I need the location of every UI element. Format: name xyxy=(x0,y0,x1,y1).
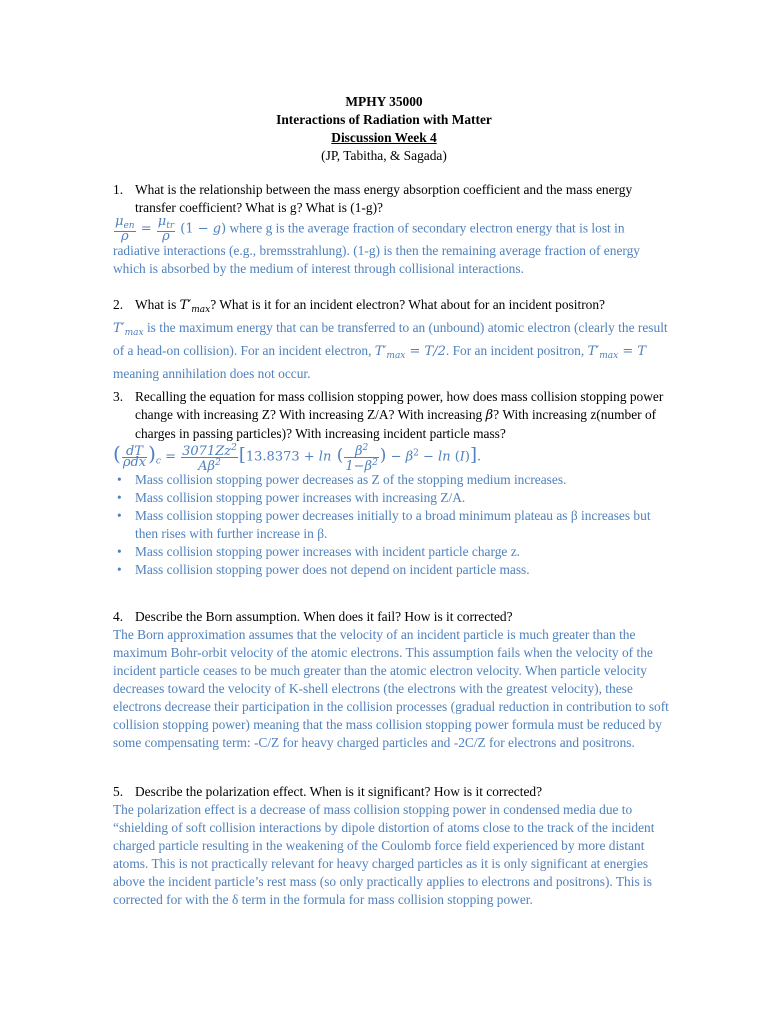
question-1-text: What is the relationship between the mass energy absorption coefficient and the mass energy transfer coefficient? What is g? What is (1-g)? xyxy=(135,182,633,215)
question-5-text: Describe the polarization effect. When is it significant? How is it corrected? xyxy=(135,784,543,799)
course-title: Interactions of Radiation with Matter xyxy=(276,112,492,127)
answer-1-text: where g is the average fraction of secondary electron energy that is lost in radiative interactions (e.g., bremsstrahlung). (1-g) is then the remaining average fraction of energy which is absorbed by the medium of interest through collisional interactions. xyxy=(113,220,640,276)
question-2-text-a: What is xyxy=(135,297,180,312)
question-3-number: 3. xyxy=(113,389,124,404)
question-3: 3. Recalling the equation for mass collision stopping power, how does mass collision stopping power change with increasing Z? With increasing Z/A? With increasing β? With increasing z(number of charges in passing particles)? With increasing incident particle mass? ( $\frac{dT}{\text{ρdx}}$ )$_c$ = $\frac{3071Zz^2}{A\beta^2}$ [13.8373 + ln ( $\frac{\beta^2}{1-\beta^2}$ ) − $\beta^2 - \ln (I)$]. • Mass collision stopping power decreases as Z of the stopping medium increases. • Mass collision stopping power increases with increasing Z/A. • Mass collision stopping power decreases initially to a broad minimum plateau as β increases but then rises with further increase in β. • Mass collision stopping power increases with incident particle charge z. • Mass collision stopping power does not depend on incident particle mass. xyxy=(113,388,673,579)
question-3-text-a: Recalling the equation for mass collision stopping power, how does mass collision stopping power change with increasing Z? With increasing Z/A? With increasing xyxy=(135,389,664,422)
question-5 xyxy=(113,783,673,909)
answer-2: $T'_{max}$ is the maximum energy that can be transferred to an (unbound) atomic electron (clearly the result of a head-on collision). For an incident electron, $T'_{max} = T/2$. For an incident positron, $T'_{max} = T$ meaning annihilation does not occur. xyxy=(113,320,668,381)
mu-en-over-rho: $\frac{\mu_{en}}{\rho}$ xyxy=(115,214,135,244)
question-5-number: 5. xyxy=(113,784,124,799)
answer-4: The Born approximation assumes that the velocity of an incident particle is much greater than the maximum Bohr-orbit velocity of the atomic electrons. This assumption fails when the velocity of the incident particle ceases to be much greater than the atomic electron velocity. When particle velocity decreases toward the velocity of K-shell electrons (the electrons with the greatest velocity), these electrons decrease their participation in the collision processes (gradual reduction in contribution to soft collision stopping power) meaning that the mass collision stopping power formula must be reduced by some compensating term: -C/Z for heavy charged particles and -2C/Z for electrons and positrons. xyxy=(113,627,669,750)
answer-5: The polarization effect is a decrease of mass collision stopping power in condensed media due to “shielding of soft collision interactions by dipole distortion of atoms close to the track of the incident charged particle resulting in the weakening of the Coulomb force field experienced by more distant atoms. This is not practically relevant for heavy charged particles as it is only significant at energies above the incident particle’s rest mass (so only practically applies to electrons and positrons). This is corrected for with the δ term in the formula for mass collision stopping power. xyxy=(113,802,655,907)
bullet-1: • Mass collision stopping power decreases as Z of the stopping medium increases. xyxy=(113,471,673,489)
answer-2-text-a: is the maximum energy that can be transferred to an (unbound) atomic electron (clearly the result of a head-on collision). For an incident electron, xyxy=(113,320,668,358)
discussion-week: Discussion Week 4 xyxy=(331,130,437,145)
question-2-number: 2. xyxy=(113,297,124,312)
stopping-power-equation: ( $\frac{dT}{\text{ρdx}}$ )$_c$ = $\frac{3071Zz^2}{A\beta^2}$ [13.8373 + ln ( $\frac{\beta^2}{1-\beta^2}$ ) − $\beta^2 - \ln (I)$]. xyxy=(113,441,482,474)
authors: (JP, Tabitha, & Sagada) xyxy=(321,148,447,163)
question-2-text-b: ? What is it for an incident electron? What about for an incident positron? xyxy=(210,297,606,312)
question-2: 2. What is $T'_{max}$? What is it for an incident electron? What about for an incident positron? $T'_{max}$ is the maximum energy that can be transferred to an (unbound) atomic electron (clearly the result of a head-on collision). For an incident electron, $T'_{max} = T/2$. For an incident positron, $T'_{max} = T$ meaning annihilation does not occur. xyxy=(113,296,673,383)
mu-tr-over-rho: $\frac{\mu_{tr}}{\rho}$ xyxy=(157,214,175,244)
question-4-text: Describe the Born assumption. When does it fail? How is it corrected? xyxy=(135,609,513,624)
answer-2-text-c: meaning annihilation does not occur. xyxy=(113,366,311,381)
question-3-text-b: ? With increasing z(number of charges in passing particles)? With increasing incident particle mass? xyxy=(135,407,657,441)
question-1-number: 1. xyxy=(113,182,124,197)
bullet-3: • Mass collision stopping power decreases initially to a broad minimum plateau as β increases but then rises with further increase in β. xyxy=(113,507,673,543)
bullet-2: • Mass collision stopping power increases with increasing Z/A. xyxy=(113,489,673,507)
document-header xyxy=(0,93,768,165)
answer-2-text-b: . For an incident positron, xyxy=(445,343,588,358)
question-4-number: 4. xyxy=(113,609,124,624)
question-4 xyxy=(113,608,673,752)
course-code: MPHY 35000 xyxy=(345,94,423,109)
answer-3-bullets xyxy=(113,471,673,579)
bullet-4: • Mass collision stopping power increases with incident particle charge z. xyxy=(113,543,673,561)
bullet-5: • Mass collision stopping power does not depend on incident particle mass. xyxy=(113,561,673,579)
answer-1: $\frac{\mu_{en}}{\rho}$ = $\frac{\mu_{tr}}{\rho}$ (1 − g) where g is the average fraction of secondary electron energy that is lost in radiative interactions (e.g., bremsstrahlung). (1-g) is then the remaining average fraction of energy which is absorbed by the medium of interest through collisional interactions. xyxy=(113,214,640,276)
question-1 xyxy=(113,181,673,278)
